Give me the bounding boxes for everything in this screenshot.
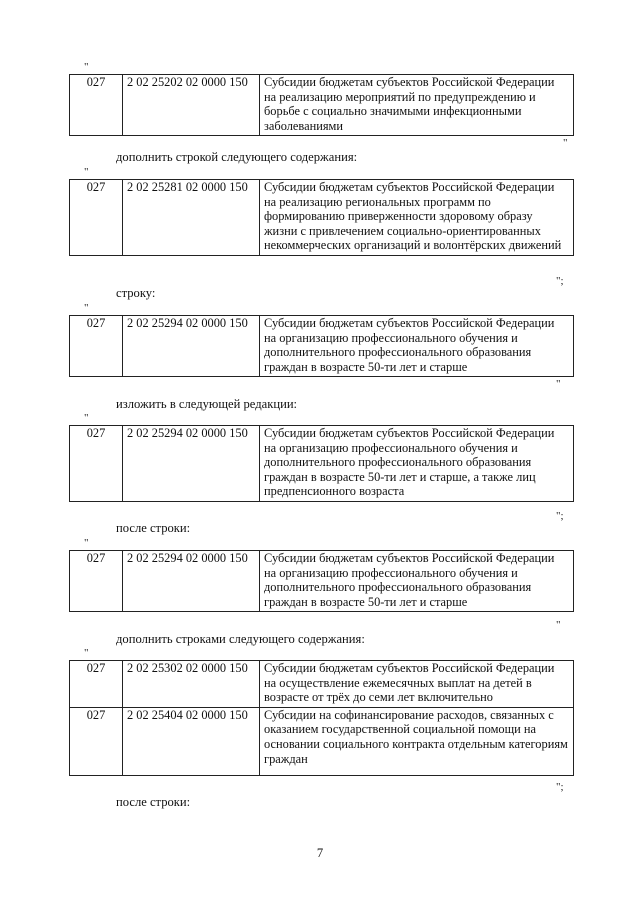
code-cell: 027 [70, 707, 123, 775]
close-quote: "; [556, 510, 564, 522]
close-quote: " [563, 137, 568, 149]
table-row [70, 316, 574, 377]
code-cell: 027 [70, 661, 123, 708]
description-cell: Субсидии бюджетам субъектов Российской Федерации на реализацию региональных программ по формированию приверженности здоровому образу жизни с привлечением социально-ориентированных некоммерческих организаций и волонтёрских движений [260, 180, 574, 256]
description-cell: Субсидии бюджетам субъектов Российской Федерации на организацию профессионального обучения и дополнительного профессионального образования граждан в возрасте 50-ти лет и старше [260, 316, 574, 377]
instruction-text: изложить в следующей редакции: [116, 397, 298, 411]
instruction-text: дополнить строками следующего содержания: [116, 632, 365, 646]
amendment-table [69, 660, 574, 776]
code-cell: 027 [70, 180, 123, 256]
open-quote: " [84, 412, 89, 424]
table-row [70, 551, 574, 612]
description-cell: Субсидии бюджетам субъектов Российской Федерации на реализацию мероприятий по предупреждению и борьбе с социально значимыми инфекционными заболеваниями [260, 75, 574, 136]
amendment-table [69, 179, 574, 256]
amendment-table [69, 425, 574, 502]
instruction-text: дополнить строкой следующего содержания: [116, 150, 358, 164]
kbk-cell: 2 02 25294 02 0000 150 [123, 426, 260, 502]
table-row [70, 180, 574, 256]
close-quote: "; [556, 781, 564, 793]
instruction-text: строку: [116, 286, 156, 300]
open-quote: " [84, 647, 89, 659]
kbk-cell: 2 02 25202 02 0000 150 [123, 75, 260, 136]
page-number: 7 [316, 846, 324, 860]
amendment-table [69, 315, 574, 377]
instruction-text: после строки: [116, 521, 191, 535]
description-cell: Субсидии бюджетам субъектов Российской Федерации на организацию профессионального обучения и дополнительного профессионального образования граждан в возрасте 50-ти лет и старше, а также лиц предпенсионного возраста [260, 426, 574, 502]
kbk-cell: 2 02 25294 02 0000 150 [123, 316, 260, 377]
close-quote: " [556, 619, 561, 631]
table-row [70, 661, 574, 708]
instruction-text: после строки: [116, 795, 191, 809]
table-row [70, 707, 574, 775]
code-cell: 027 [70, 426, 123, 502]
kbk-cell: 2 02 25302 02 0000 150 [123, 661, 260, 708]
amendment-table [69, 550, 574, 612]
description-cell: Субсидии бюджетам субъектов Российской Федерации на организацию профессионального обучения и дополнительного профессионального образования граждан в возрасте 50-ти лет и старше [260, 551, 574, 612]
close-quote: " [556, 378, 561, 390]
description-cell: Субсидии на софинансирование расходов, связанных с оказанием государственной социальной помощи на основании социального контракта отдельным категориям граждан [260, 707, 574, 775]
code-cell: 027 [70, 316, 123, 377]
table-row [70, 426, 574, 502]
open-quote: " [84, 302, 89, 314]
table-row [70, 75, 574, 136]
open-quote: " [84, 166, 89, 178]
amendment-table [69, 74, 574, 136]
code-cell: 027 [70, 551, 123, 612]
open-quote: " [84, 61, 89, 73]
kbk-cell: 2 02 25294 02 0000 150 [123, 551, 260, 612]
description-cell: Субсидии бюджетам субъектов Российской Федерации на осуществление ежемесячных выплат на детей в возрасте от трёх до семи лет включительно [260, 661, 574, 708]
open-quote: " [84, 537, 89, 549]
code-cell: 027 [70, 75, 123, 136]
kbk-cell: 2 02 25404 02 0000 150 [123, 707, 260, 775]
kbk-cell: 2 02 25281 02 0000 150 [123, 180, 260, 256]
close-quote: "; [556, 275, 564, 287]
